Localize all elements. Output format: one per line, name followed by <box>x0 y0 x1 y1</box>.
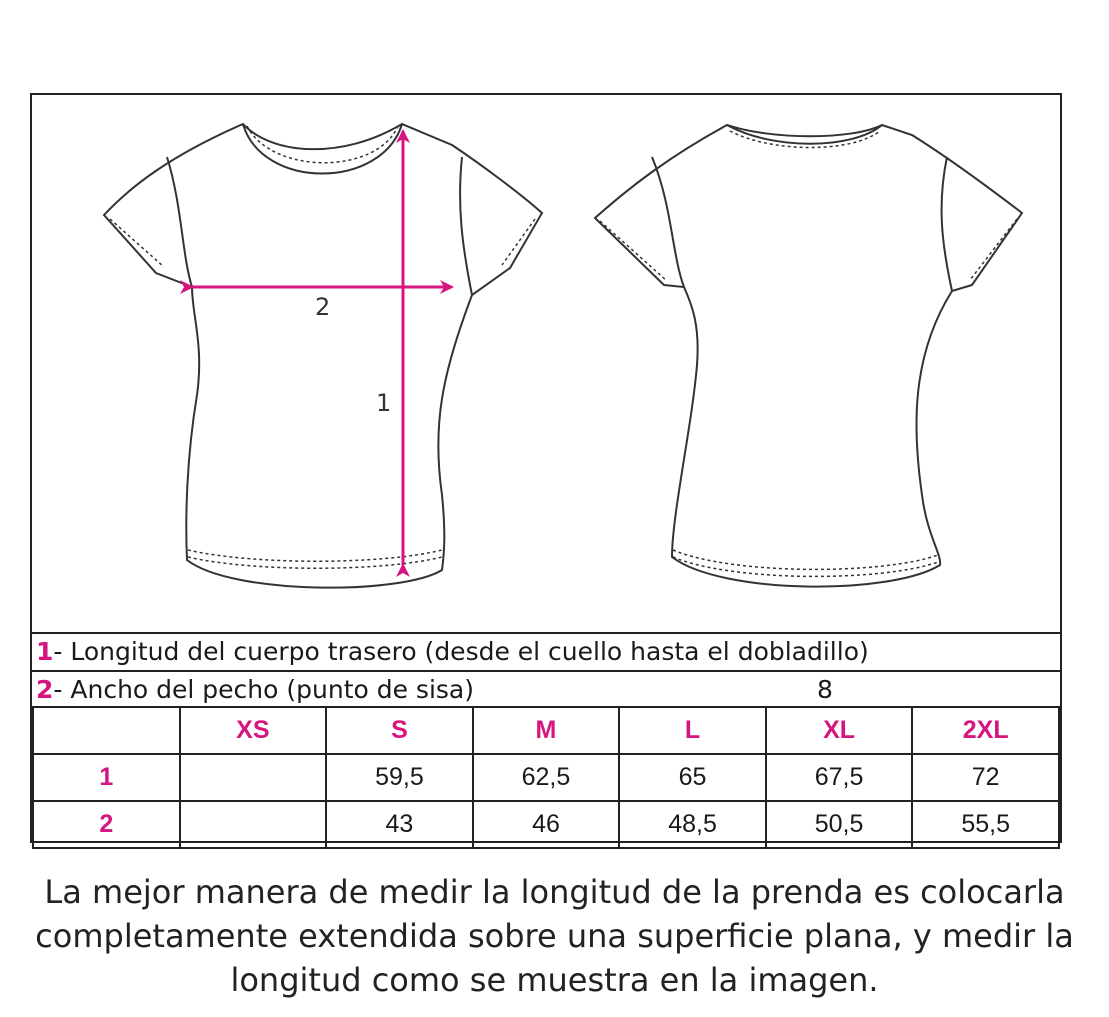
description-text: - Ancho del pecho (punto de sisa) <box>53 675 474 704</box>
table-cell: 62,5 <box>473 754 620 801</box>
table-cell: 50,5 <box>766 801 913 848</box>
table-corner-cell <box>33 707 180 754</box>
description-number: 1 <box>36 637 54 666</box>
description-text: - Longitud del cuerpo trasero (desde el cuello hasta el dobladillo) <box>53 637 869 666</box>
table-cell: 46 <box>473 801 620 848</box>
table-cell <box>180 801 327 848</box>
tshirt-back <box>595 125 1022 587</box>
table-row <box>33 801 1059 848</box>
description-row-1 <box>32 632 1060 670</box>
instructions-line-3: longitud como se muestra en la imagen. <box>230 961 879 999</box>
table-cell: 43 <box>326 801 473 848</box>
chest-label: 2 <box>315 293 331 321</box>
table-cell: 72 <box>912 754 1059 801</box>
description-number: 2 <box>36 675 54 704</box>
table-cell: 67,5 <box>766 754 913 801</box>
size-header-m: M <box>473 707 620 754</box>
instructions-line-2: completamente extendida sobre una superficie plana, y medir la <box>35 917 1074 955</box>
size-header-l: L <box>619 707 766 754</box>
tshirt-front <box>104 124 542 588</box>
table-cell: 65 <box>619 754 766 801</box>
length-label: 1 <box>376 389 392 417</box>
description-row-2 <box>32 670 1060 708</box>
description-extra: 8 <box>817 675 833 704</box>
table-cell: 59,5 <box>326 754 473 801</box>
size-header-xl: XL <box>766 707 913 754</box>
table-row <box>33 754 1059 801</box>
table-cell <box>180 754 327 801</box>
table-cell: 55,5 <box>912 801 1059 848</box>
measuring-instructions <box>0 870 1109 1002</box>
size-chart-frame <box>30 93 1062 843</box>
table-cell: 48,5 <box>619 801 766 848</box>
size-header-2xl: 2XL <box>912 707 1059 754</box>
table-header-row <box>33 707 1059 754</box>
row-label: 1 <box>33 754 180 801</box>
instructions-line-1: La mejor manera de medir la longitud de la prenda es colocarla <box>44 873 1065 911</box>
size-header-s: S <box>326 707 473 754</box>
tshirt-diagram <box>32 95 1060 632</box>
size-table <box>32 706 1060 849</box>
row-label: 2 <box>33 801 180 848</box>
size-header-xs: XS <box>180 707 327 754</box>
